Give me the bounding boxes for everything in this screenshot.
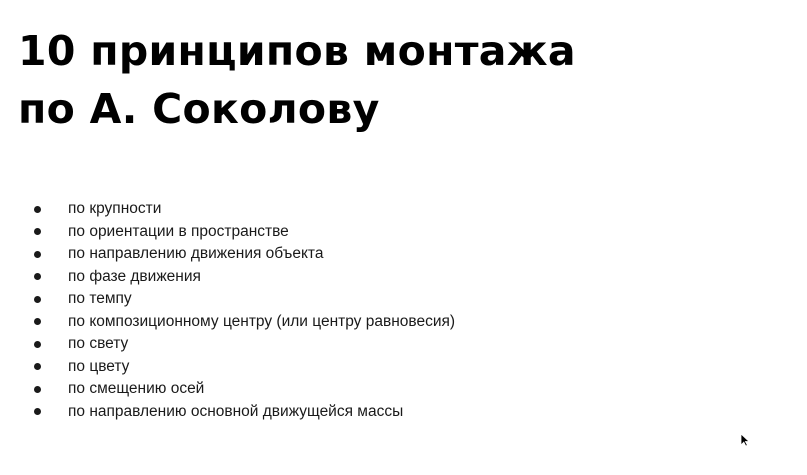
list-item xyxy=(28,333,455,356)
list-item xyxy=(28,311,455,334)
bullet-icon xyxy=(34,273,41,280)
list-item-text: по фазе движения xyxy=(68,267,201,285)
bullet-icon xyxy=(34,228,41,235)
bullet-icon xyxy=(34,386,41,393)
slide-title xyxy=(18,22,576,138)
bullet-icon xyxy=(34,318,41,325)
list-item-text: по направлению основной движущейся массы xyxy=(68,402,404,420)
bullet-icon xyxy=(34,296,41,303)
list-item-text: по направлению движения объекта xyxy=(68,245,324,263)
bullet-icon xyxy=(34,206,41,213)
list-item xyxy=(28,266,455,289)
list-item xyxy=(28,221,455,244)
list-item-text: по цвету xyxy=(68,357,130,375)
list-item-text: по композиционному центру (или центру равновесия) xyxy=(68,312,456,330)
list-item-text: по ориентации в пространстве xyxy=(68,222,289,240)
list-item xyxy=(28,198,455,221)
bullet-icon xyxy=(34,341,41,348)
list-item-text: по свету xyxy=(68,335,129,353)
mouse-pointer-icon xyxy=(740,433,750,447)
list-item xyxy=(28,288,455,311)
list-item xyxy=(28,243,455,266)
title-line-1: 10 принципов монтажа xyxy=(18,27,576,75)
bullet-icon xyxy=(34,251,41,258)
list-item-text: по крупности xyxy=(68,200,162,218)
list-item-text: по смещению осей xyxy=(68,380,205,398)
principles-list xyxy=(28,198,455,423)
list-item-text: по темпу xyxy=(68,290,132,308)
bullet-icon xyxy=(34,363,41,370)
bullet-icon xyxy=(34,408,41,415)
list-item xyxy=(28,378,455,401)
list-item xyxy=(28,401,455,424)
list-item xyxy=(28,356,455,379)
title-line-2: по А. Соколову xyxy=(18,85,380,133)
